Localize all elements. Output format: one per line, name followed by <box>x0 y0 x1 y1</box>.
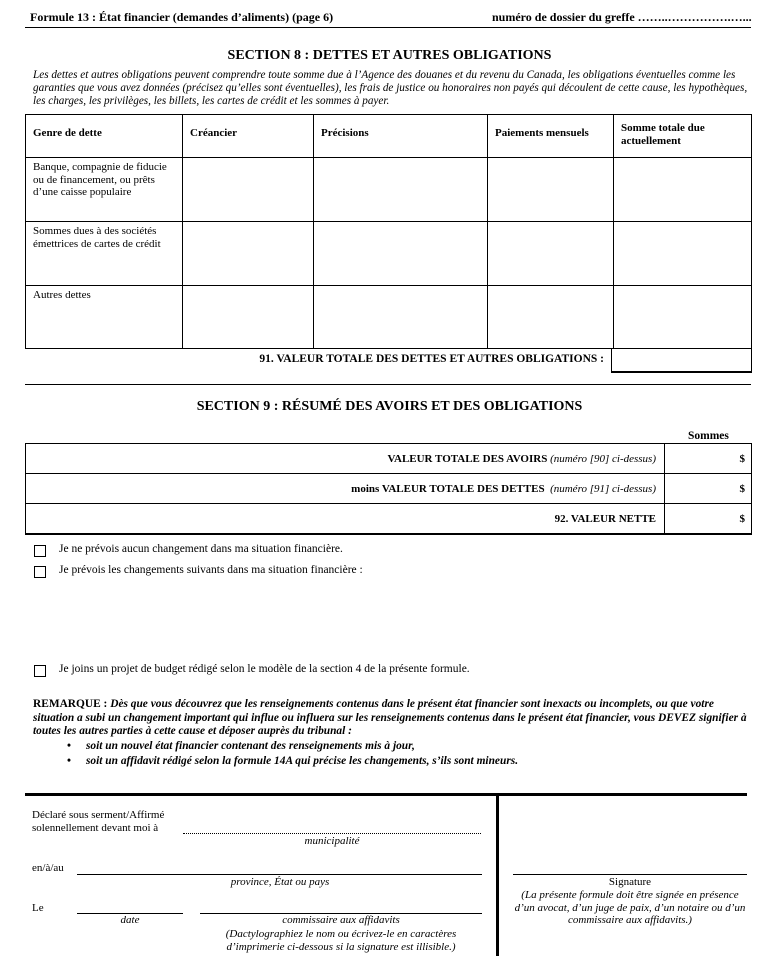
details-cell[interactable] <box>314 222 488 286</box>
signature-line[interactable] <box>513 874 747 875</box>
bullet-text: soit un affidavit rédigé selon la formule 14A qui précise les changements, s’ils sont mineurs. <box>86 754 519 767</box>
table-row <box>26 504 752 535</box>
creditor-cell[interactable] <box>183 222 314 286</box>
bullet-text: soit un nouvel état financier contenant des renseignements mis à jour, <box>86 740 415 752</box>
jurat-divider <box>496 796 499 956</box>
jurat-top-rule <box>25 793 747 796</box>
col-details: Précisions <box>314 115 488 158</box>
budget-checkbox[interactable] <box>34 665 46 677</box>
sworn-label-2: solennellement devant moi à <box>32 822 159 834</box>
debts-header-row <box>26 115 752 158</box>
col-debt-type: Genre de dette <box>26 115 183 158</box>
net-worth-label <box>26 504 665 535</box>
at-label: en/à/au <box>32 862 64 874</box>
monthly-payment-cell[interactable] <box>488 286 614 349</box>
court-file-number-label: numéro de dossier du greffe ……..…………….…... <box>492 10 752 24</box>
debt-type-other: Autres dettes <box>26 286 183 349</box>
creditor-cell[interactable] <box>183 158 314 222</box>
col-total-owing: Somme totale due actuellement <box>614 115 752 158</box>
budget-label: Je joins un projet de budget rédigé selon le modèle de la section 4 de la présente formule. <box>59 663 470 675</box>
total-debts-label-text: 91. VALEUR TOTALE DES DETTES ET AUTRES OBLIGATIONS : <box>259 353 604 365</box>
total-assets-label <box>26 444 665 474</box>
form-title: Formule 13 : État financier (demandes d’aliments) (page 6) <box>30 10 334 24</box>
municipality-caption: municipalité <box>304 835 360 847</box>
total-debts-label <box>25 348 611 370</box>
signature-note: (La présente formule doit être signée en présence d’un avocat, d’un juge de paix, d’un notaire ou d’un commissaire aux affidavits.) <box>514 889 746 926</box>
debt-type-credit-cards: Sommes dues à des sociétés émettrices de cartes de crédit <box>26 222 183 286</box>
total-assets-ref: (numéro [90] ci-dessus) <box>550 452 656 465</box>
municipality-line[interactable] <box>183 833 481 834</box>
remark-bullets <box>67 739 519 768</box>
creditor-cell[interactable] <box>183 286 314 349</box>
remark-text: Dès que vous découvrez que les renseignements contenus dans le présent état financier sont inexacts ou incomplets, ou que votre situation a subi un changement important qui influe ou influera sur les renseignements contenus dans le présent état financier, vous DEVEZ signifier à toutes les autres parties à cette cause et déposer auprès du tribunal : <box>33 698 747 738</box>
monthly-payment-cell[interactable] <box>488 158 614 222</box>
changes-label: Je prévois les changements suivants dans ma situation financière : <box>59 564 363 576</box>
list-item: • soit un nouvel état financier contenant des renseignements mis à jour, <box>67 740 415 752</box>
province-line[interactable] <box>77 874 482 875</box>
total-assets-amount[interactable]: $ <box>665 444 752 474</box>
header-rule <box>25 27 751 28</box>
total-assets-label-text: VALEUR TOTALE DES AVOIRS <box>387 452 548 465</box>
changes-checkbox[interactable] <box>34 566 46 578</box>
debts-table <box>25 114 752 349</box>
total-debts-ref: (numéro [91] ci-dessus) <box>550 482 656 495</box>
province-caption: province, État ou pays <box>230 876 330 888</box>
table-row <box>26 222 752 286</box>
col-creditor: Créancier <box>183 115 314 158</box>
commissioner-caption: commissaire aux affidavits <box>282 914 400 926</box>
sworn-label-1: Déclaré sous serment/Affirmé <box>32 809 165 821</box>
signature-caption: Signature <box>608 876 652 888</box>
commissioner-note: (Dactylographiez le nom ou écrivez-le en caractères d’imprimerie ci-dessous si la signature est illisible.) <box>225 928 457 953</box>
monthly-payment-cell[interactable] <box>488 222 614 286</box>
total-owing-cell[interactable] <box>614 286 752 349</box>
list-item: • soit un affidavit rédigé selon la formule 14A qui précise les changements, s’ils sont mineurs. <box>67 754 519 767</box>
no-change-checkbox[interactable] <box>34 545 46 557</box>
total-debts-summary-label <box>26 474 665 504</box>
net-worth-label-text: 92. VALEUR NETTE <box>554 512 656 525</box>
total-debts-field[interactable] <box>611 348 752 373</box>
section8-title: SECTION 8 : DETTES ET AUTRES OBLIGATIONS <box>227 48 552 63</box>
table-row <box>26 286 752 349</box>
no-change-label: Je ne prévois aucun changement dans ma situation financière. <box>59 543 343 555</box>
summary-table <box>25 443 752 535</box>
amounts-header: Sommes <box>688 430 729 442</box>
section9-title: SECTION 9 : RÉSUMÉ DES AVOIRS ET DES OBLIGATIONS <box>196 399 583 414</box>
col-monthly-payments: Paiements mensuels <box>488 115 614 158</box>
total-debts-amount[interactable]: $ <box>665 474 752 504</box>
debt-type-bank: Banque, compagnie de fiducie ou de financement, ou prêts d’une caisse populaire <box>26 158 183 222</box>
details-cell[interactable] <box>314 158 488 222</box>
section-divider <box>25 384 751 385</box>
total-owing-cell[interactable] <box>614 222 752 286</box>
date-prefix-label: Le <box>32 902 44 914</box>
total-debts-summary-text: moins VALEUR TOTALE DES DETTES <box>351 482 545 495</box>
section8-intro: Les dettes et autres obligations peuvent comprendre toute somme due à l’Agence des douanes et du revenu du Canada, les obligations éventuelles comme les garanties que vous avez données (précisez qu’elles sont éventuelles), les frais de justice ou honoraires non payés qui découlent de cette cause, les hypothèques, les charges, les privilèges, les billets, les cartes de crédit et les sommes à payer. <box>33 69 748 108</box>
date-caption: date <box>120 914 140 926</box>
table-row <box>26 158 752 222</box>
remark-lead: REMARQUE : <box>33 698 108 710</box>
table-row <box>26 474 752 504</box>
total-owing-cell[interactable] <box>614 158 752 222</box>
net-worth-amount[interactable]: $ <box>665 504 752 535</box>
details-cell[interactable] <box>314 286 488 349</box>
table-row <box>26 444 752 474</box>
remark-paragraph <box>33 698 748 739</box>
